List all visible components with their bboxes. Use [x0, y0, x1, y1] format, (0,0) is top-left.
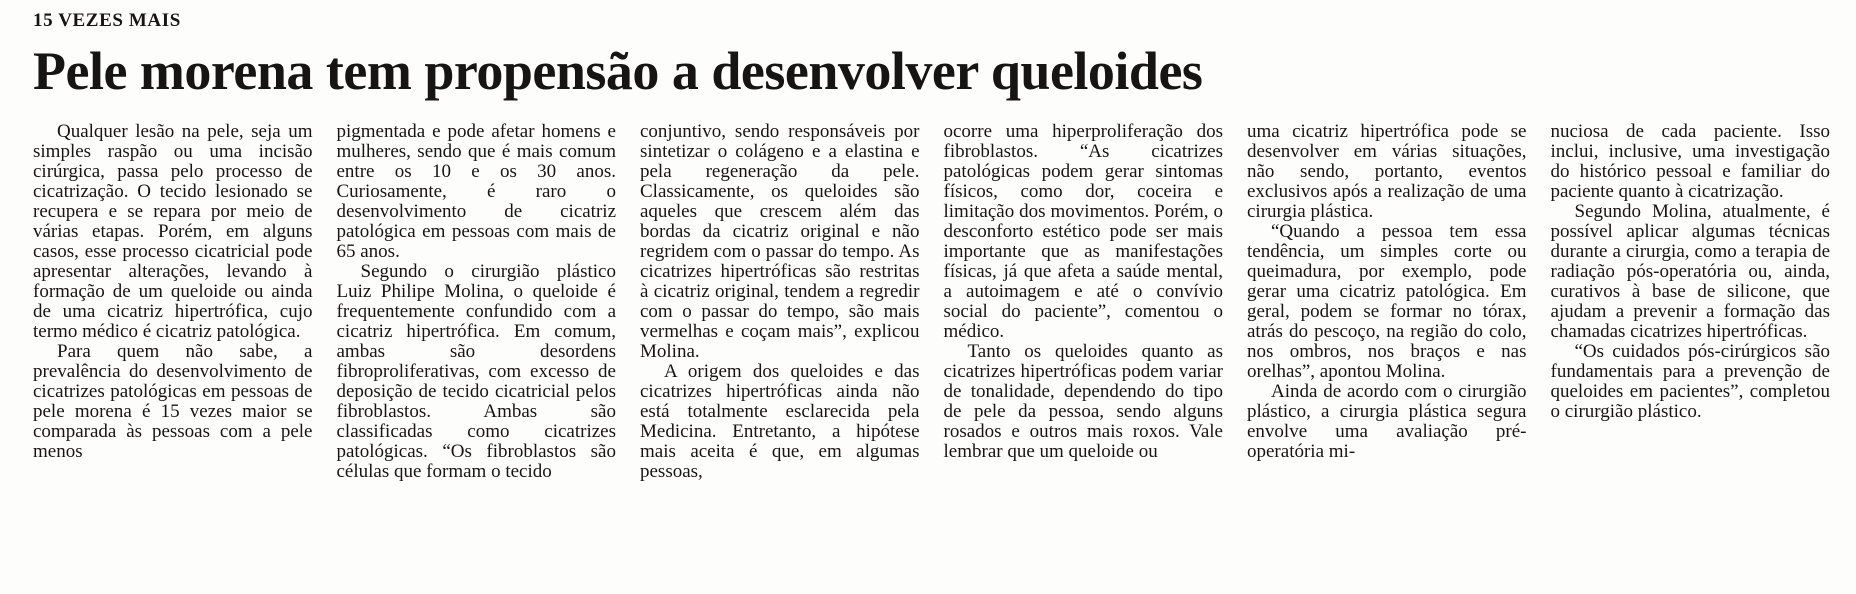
article-paragraph: ocorre uma hiperproliferação dos fibroblastos. “As cicatrizes patológicas podem gerar sintomas físicos, como dor, coceira e limitação dos movimentos. Porém, o desconforto estético pode ser mais importante que as manifestações físicas, já que afeta a saúde mental, a autoimagem e até o convívio social do paciente”, comentou o médico.: [943, 121, 1223, 342]
article-column-2: [337, 122, 617, 482]
article-paragraph: pigmentada e pode afetar homens e mulheres, sendo que é mais comum entre os 10 e os 30 anos. Curiosamente, é raro o desenvolvimento de cicatriz patológica em pessoas com mais de 65 anos.: [336, 121, 616, 262]
headline: Pele morena tem propensão a desenvolver queloides: [33, 41, 1203, 101]
article-paragraph: Segundo o cirurgião plástico Luiz Philipe Molina, o queloide é frequentemente confundido com a cicatriz hipertrófica. Em comum, ambas são desordens fibroproliferativas, com excesso de deposição de tecido cicatricial pelos fibroblastos. Ambas são classificadas como cicatrizes patológicas. “Os fibroblastos são células que formam o tecido: [336, 261, 616, 482]
article-column-5: [1247, 122, 1527, 482]
article-paragraph: A origem dos queloides e das cicatrizes hipertróficas ainda não está totalmente esclarecida pela Medicina. Entretanto, a hipótese mais aceita é que, em algumas pessoas,: [640, 361, 920, 482]
article-paragraph: Segundo Molina, atualmente, é possível aplicar algumas técnicas durante a cirurgia, como a terapia de radiação pós-operatória ou, ainda, curativos à base de silicone, que ajudam a prevenir a formação das chamadas cicatrizes hipertróficas.: [1550, 201, 1830, 342]
article-paragraph: uma cicatriz hipertrófica pode se desenvolver em várias situações, não sendo, portanto, eventos exclusivos após a realização de uma cirurgia plástica.: [1247, 121, 1527, 222]
article-paragraph: nuciosa de cada paciente. Isso inclui, inclusive, uma investigação do histórico pessoal e familiar do paciente quanto à cicatrização.: [1550, 121, 1830, 202]
article-column-4: [944, 122, 1224, 482]
article-column-3: [640, 122, 920, 482]
article-column-6: [1551, 122, 1831, 482]
article-body: [33, 122, 1830, 482]
article-paragraph: conjuntivo, sendo responsáveis por sintetizar o colágeno e a elastina e pela regeneração da pele. Classicamente, os queloides são aqueles que crescem além das bordas da cicatriz original e não regridem com o passar do tempo. As cicatrizes hipertróficas são restritas à cicatriz original, tendem a regredir com o passar do tempo, são mais vermelhas e coçam mais”, explicou Molina.: [640, 121, 920, 362]
article-paragraph: Qualquer lesão na pele, seja um simples raspão ou uma incisão cirúrgica, passa pelo processo de cicatrização. O tecido lesionado se recupera e se repara por meio de várias etapas. Porém, em alguns casos, esse processo cicatricial pode apresentar alterações, levando à formação de um queloide ou ainda de uma cicatriz hipertrófica, cujo termo médico é cicatriz patológica.: [33, 121, 313, 342]
article-paragraph: Ainda de acordo com o cirurgião plástico, a cirurgia plástica segura envolve uma avaliação pré-operatória mi-: [1247, 381, 1527, 462]
article-paragraph: “Os cuidados pós-cirúrgicos são fundamentais para a prevenção de queloides em pacientes”, completou o cirurgião plástico.: [1550, 341, 1830, 422]
article-column-1: [33, 122, 313, 482]
kicker: 15 VEZES MAIS: [33, 10, 181, 31]
article-paragraph: Para quem não sabe, a prevalência do desenvolvimento de cicatrizes patológicas em pessoas de pele morena é 15 vezes maior se comparada às pessoas com a pele menos: [33, 341, 313, 462]
article-paragraph: Tanto os queloides quanto as cicatrizes hipertróficas podem variar de tonalidade, dependendo do tipo de pele da pessoa, sendo alguns rosados e outros mais roxos. Vale lembrar que um queloide ou: [943, 341, 1223, 462]
article-paragraph: “Quando a pessoa tem essa tendência, um simples corte ou queimadura, por exemplo, pode gerar uma cicatriz patológica. Em geral, podem se formar no tórax, atrás do pescoço, na região do colo, nos ombros, nos braços e nas orelhas”, apontou Molina.: [1247, 221, 1527, 382]
